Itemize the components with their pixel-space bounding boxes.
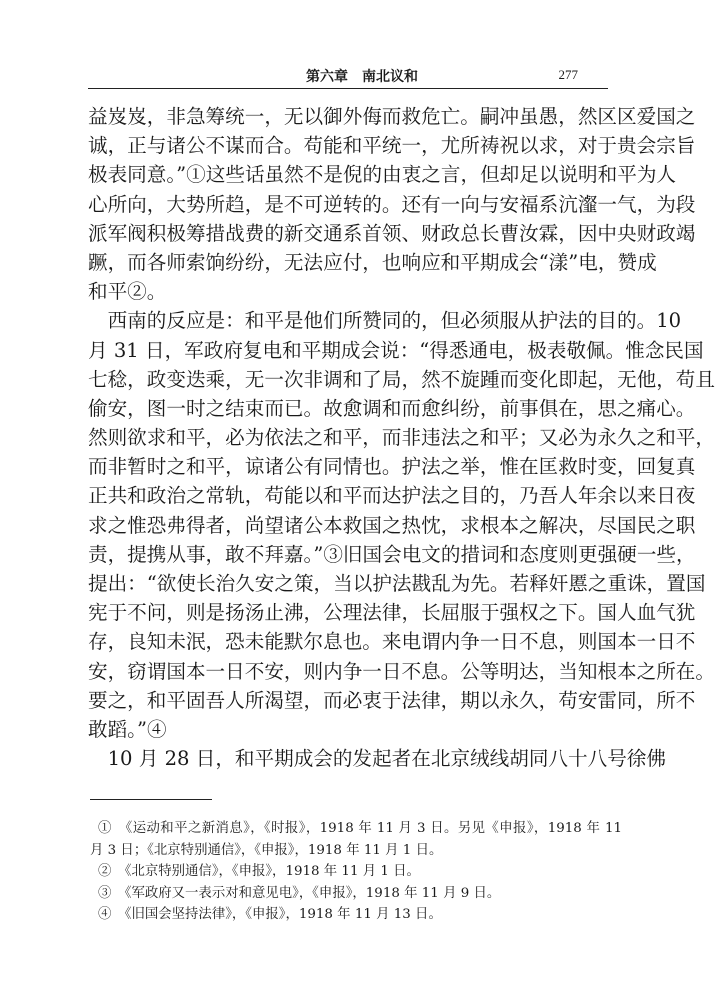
body-line: 诚，正与诸公不谋而合。苟能和平统一，尤所祷祝以求，对于贵会宗旨: [88, 134, 696, 158]
body-line: 责，提携从事，敢不拜嘉。”③旧国会电文的措词和态度则更强硬一些，: [88, 542, 696, 566]
footnote-line: ② 《北京特别通信》，《申报》，1918 年 11 月 1 日。: [98, 864, 420, 879]
body-line: 提出：“欲使长治久安之策，当以护法戡乱为先。若释奸慝之重诛，置国: [88, 572, 706, 595]
body-line: 益岌岌，非急筹统一，无以御外侮而救危亡。嗣冲虽愚，然区区爱国之: [88, 105, 696, 128]
chapter-title: 第六章 南北议和: [306, 69, 418, 85]
body-line: 宪于不问，则是扬汤止沸，公理法律，长屈服于强权之下。国人血气犹: [88, 601, 696, 625]
footnote-line: ① 《运动和平之新消息》，《时报》，1918 年 11 月 3 日。另见《申报》，1918 年 11: [98, 821, 622, 836]
body-line: 10 月 28 日，和平期成会的发起者在北京绒线胡同八十八号徐佛: [88, 747, 666, 771]
body-line: 心所向，大势所趋，是不可逆转的。还有一向与安福系沆瀣一气，为段: [88, 192, 696, 216]
body-line: 偷安，图一时之结束而已。故愈调和而愈纠纷，前事俱在，思之痛心。: [88, 396, 696, 420]
header-rule: [88, 88, 608, 89]
body-line: 要之，和平固吾人所渴望，而必衷于法律，期以永久，苟安雷同，所不: [88, 688, 696, 712]
body-line: 和平②。: [88, 280, 167, 304]
body-line: 存，良知未泯，恐未能默尔息也。来电谓内争一日不息，则国本一日不: [88, 630, 696, 654]
body-line: 极表同意。”①这些话虽然不是倪的由衷之言，但却足以说明和平为人: [88, 163, 677, 187]
body-line: 安，窃谓国本一日不安，则内争一日不息。公等明达，当知根本之所在。: [88, 659, 715, 683]
body-text: [88, 102, 715, 773]
body-line: 七稔，政变迭乘，无一次非调和了局，然不旋踵而变化即起，无他，苟且: [88, 367, 715, 391]
footnote-rule: [90, 799, 212, 800]
body-line: 月 31 日，军政府复电和平期成会说：“得悉通电，极表敬佩。惟念民国: [88, 338, 704, 362]
body-line: 派军阀积极筹措战费的新交通系首领、财政总长曹汝霖，因中央财政竭: [88, 221, 696, 245]
body-line: 蹶，而各师索饷纷纷，无法应付，也响应和平期成会“漾”电，赞成: [88, 250, 657, 274]
body-line: 西南的反应是：和平是他们所赞同的，但必须服从护法的目的。10: [88, 309, 682, 333]
footnote-line: 月 3 日；《北京特别通信》，《申报》，1918 年 11 月 1 日。: [90, 842, 443, 858]
body-line: 正共和政治之常轨，苟能以和平而达护法之目的，乃吾人年余以来日夜: [88, 484, 696, 508]
footnote-line: ③ 《军政府又一表示对和意见电》，《申报》，1918 年 11 月 9 日。: [98, 885, 501, 901]
page-number: 277: [558, 67, 578, 82]
footnotes: [90, 818, 622, 926]
running-header: [88, 62, 608, 90]
body-line: 求之惟恐弗得者，尚望诸公本救国之热忱，求根本之解决，尽国民之职: [88, 513, 696, 537]
body-line: 然则欲求和平，必为依法之和平，而非违法之和平；又必为永久之和平，: [88, 426, 715, 450]
body-line: 敢蹈。”④: [88, 717, 167, 741]
footnote-line: ④ 《旧国会坚持法律》，《申报》，1918 年 11 月 13 日。: [98, 907, 442, 922]
body-line: 而非暂时之和平，谅诸公有同情也。护法之举，惟在匡救时变，回复真: [88, 455, 696, 479]
